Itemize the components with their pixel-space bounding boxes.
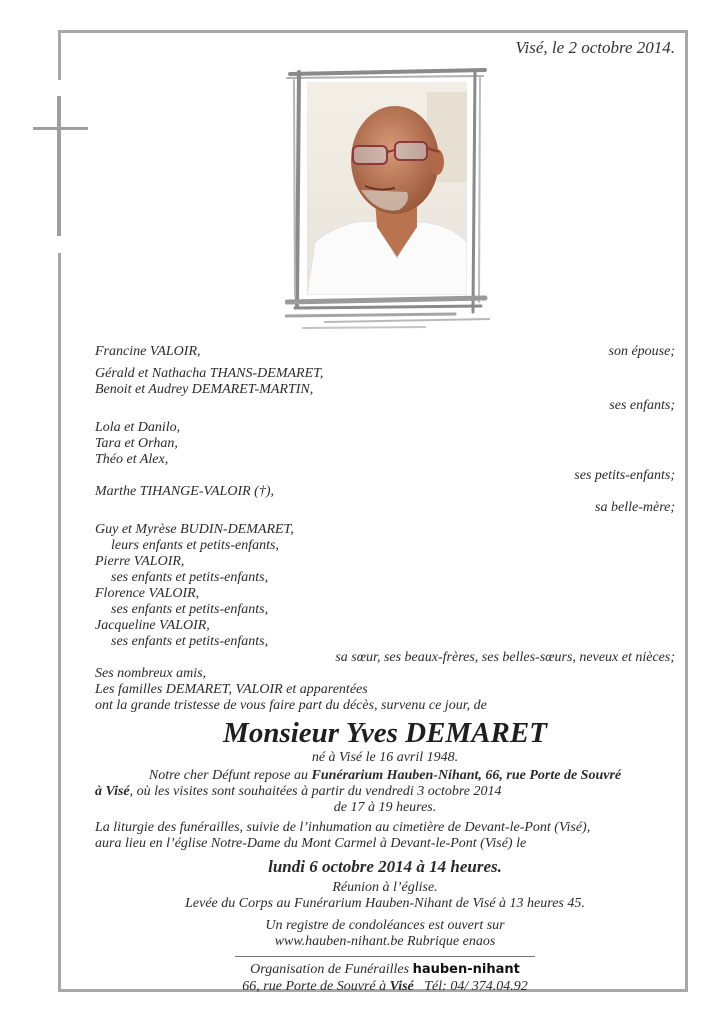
grandchild-line: Tara et Orhan, [95, 436, 178, 451]
ceremony-line: aura lieu en l’église Notre-Dame du Mont Carmel à Devant-le-Pont (Visé) le [95, 836, 527, 851]
mother-in-law-name: Marthe TIHANGE-VALOIR (†), [95, 484, 274, 499]
sibling-name: Pierre VALOIR, [95, 554, 185, 569]
mother-in-law-relation: sa belle-mère; [595, 500, 675, 515]
closing-line: Ses nombreux amis, [95, 666, 207, 681]
cross-icon [57, 96, 61, 236]
ceremony-line: La liturgie des funérailles, suivie de l’inhumation au cimetière de Devant-le-Pont (Visé), [95, 820, 591, 835]
footer-divider [235, 956, 535, 957]
deceased-name: Monsieur Yves DEMARET [223, 717, 547, 749]
children-relation: ses enfants; [609, 398, 675, 413]
sibling-sub: ses enfants et petits-enfants, [111, 634, 269, 649]
meeting-info: Réunion à l’église. [332, 880, 438, 895]
funeral-home: Funérarium Hauben-Nihant, 66, rue Porte de Souvré [311, 768, 622, 783]
footer-phone: Tél: 04/ 374.04.92 [424, 979, 528, 994]
grandchild-line: Lola et Danilo, [95, 420, 181, 435]
wife-name: Francine VALOIR, [95, 344, 201, 359]
condolences-link[interactable]: www.hauben-nihant.be Rubrique enaos [274, 934, 496, 949]
visitation-line [95, 768, 675, 784]
closing-line: ont la grande tristesse de vous faire part du décès, survenu ce jour, de [95, 698, 487, 713]
sibling-name: Florence VALOIR, [95, 586, 200, 601]
siblings-relation: sa sœur, ses beaux-frères, ses belles-sœurs, neveux et nièces; [335, 650, 675, 665]
grandchild-line: Théo et Alex, [95, 452, 169, 467]
sibling-sub: leurs enfants et petits-enfants, [111, 538, 279, 553]
footer-address-prefix: 66, rue Porte de Souvré à [242, 979, 390, 994]
footer-org-prefix: Organisation de Funérailles [250, 962, 413, 977]
date-place: Visé, le 2 octobre 2014. [515, 38, 675, 57]
sibling-name: Jacqueline VALOIR, [95, 618, 210, 633]
visitation-line [95, 784, 675, 800]
cross-icon-bar [33, 127, 88, 130]
birth-info: né à Visé le 16 avril 1948. [311, 750, 459, 765]
footer-org [95, 961, 675, 979]
footer-town: Visé [389, 979, 414, 994]
sibling-sub: ses enfants et petits-enfants, [111, 570, 269, 585]
visitation-intro: Notre cher Défunt repose au [148, 768, 312, 783]
family-list [95, 344, 675, 995]
visitation-town: à Visé [95, 784, 130, 799]
wife-row [95, 344, 675, 360]
condolences-line: Un registre de condoléances est ouvert sur [265, 918, 505, 933]
child-line: Gérald et Nathacha THANS-DEMARET, [95, 366, 324, 381]
footer-address [95, 979, 675, 995]
levee-info: Levée du Corps au Funérarium Hauben-Nihant de Visé à 13 heures 45. [185, 896, 585, 911]
grandchildren-relation: ses petits-enfants; [574, 468, 675, 483]
brand-logo: hauben-nihant [412, 962, 520, 977]
sibling-name: Guy et Myrèse BUDIN-DEMARET, [95, 522, 294, 537]
closing-line: Les familles DEMARET, VALOIR et apparentées [95, 682, 368, 697]
visitation-rest: , où les visites sont souhaitées à partir du vendredi 3 octobre 2014 [129, 784, 502, 799]
ceremony-date: lundi 6 octobre 2014 à 14 heures. [268, 857, 502, 876]
wife-relation: son épouse; [608, 344, 675, 359]
sibling-sub: ses enfants et petits-enfants, [111, 602, 269, 617]
child-line: Benoit et Audrey DEMARET-MARTIN, [95, 382, 314, 397]
visitation-hours: de 17 à 19 heures. [333, 800, 437, 815]
portrait-photo [307, 82, 467, 295]
